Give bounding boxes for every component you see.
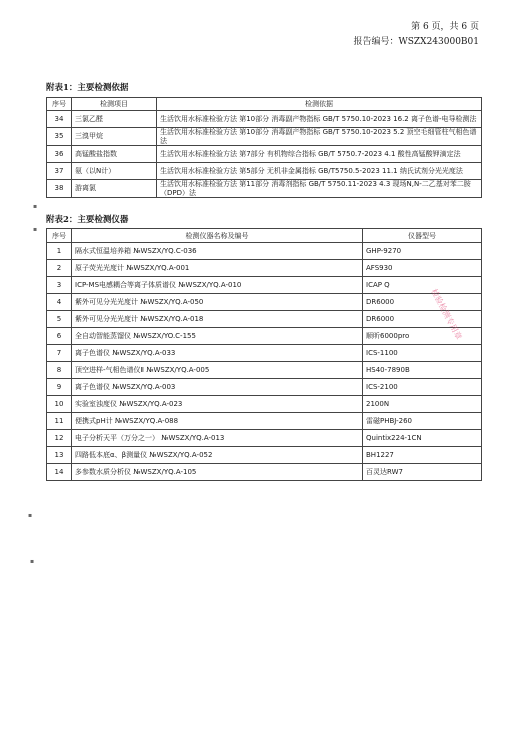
column-header-no: 序号 xyxy=(47,98,72,111)
row-no: 3 xyxy=(47,277,72,294)
column-header-name: 检测仪器名称及编号 xyxy=(72,229,363,243)
row-no: 5 xyxy=(47,311,72,328)
column-header-no: 序号 xyxy=(47,229,72,243)
row-no: 8 xyxy=(47,362,72,379)
row-name: 四路低本底α、β测量仪 №WSZX/YQ.A-052 xyxy=(72,447,363,464)
table-row xyxy=(47,379,482,396)
table-row xyxy=(47,447,482,464)
table-header-row xyxy=(47,229,482,243)
column-header-basis: 检测依据 xyxy=(157,98,482,111)
row-no: 13 xyxy=(47,447,72,464)
table-row xyxy=(47,111,482,128)
row-model: Quintix224-1CN xyxy=(363,430,482,447)
row-basis: 生活饮用水标准检验方法 第11部分 消毒剂指标 GB/T 5750.11-2023 4.3 现场N,N-二乙基对苯二胺（DPD）法 xyxy=(157,180,482,198)
row-no: 2 xyxy=(47,260,72,277)
table-header-row xyxy=(47,98,482,111)
page-number: 第 6 页，共 6 页 xyxy=(411,22,479,32)
row-name: 隔水式恒温培养箱 №WSZX/YQ.C-036 xyxy=(72,243,363,260)
row-name: 紫外可见分光光度计 №WSZX/YQ.A-018 xyxy=(72,311,363,328)
row-model: ICS-1100 xyxy=(363,345,482,362)
row-model: HS40-7890B xyxy=(363,362,482,379)
row-model: 顺昕6000pro xyxy=(363,328,482,345)
row-no: 4 xyxy=(47,294,72,311)
table-row xyxy=(47,464,482,481)
row-model: 2100N xyxy=(363,396,482,413)
row-name: 实验室浊度仪 №WSZX/YQ.A-023 xyxy=(72,396,363,413)
official-stamp: 检验检测专用章 xyxy=(429,287,464,342)
scan-mark: ▪ xyxy=(28,512,33,519)
row-basis: 生活饮用水标准检验方法 第5部分 无机非金属指标 GB/T5750.5-2023 11.1 纳氏试剂分光光度法 xyxy=(157,163,482,180)
row-item: 三氯乙醛 xyxy=(72,111,157,128)
row-item: 氨（以N计） xyxy=(72,163,157,180)
row-model: DR6000 xyxy=(363,311,482,328)
detection-basis-table xyxy=(46,97,482,198)
row-model: BH1227 xyxy=(363,447,482,464)
report-number: 报告编号：WSZX243000B01 xyxy=(353,37,479,47)
column-header-item: 检测项目 xyxy=(72,98,157,111)
row-model: ICS-2100 xyxy=(363,379,482,396)
row-basis: 生活饮用水标准检验方法 第7部分 有机物综合指标 GB/T 5750.7-2023 4.1 酸性高锰酸钾滴定法 xyxy=(157,146,482,163)
row-basis: 生活饮用水标准检验方法 第10部分 消毒副产物指标 GB/T 5750.10-2023 5.2 顶空毛细管柱气相色谱法 xyxy=(157,128,482,146)
row-no: 14 xyxy=(47,464,72,481)
column-header-model: 仪器型号 xyxy=(363,229,482,243)
row-no: 10 xyxy=(47,396,72,413)
row-name: 离子色谱仪 №WSZX/YQ.A-033 xyxy=(72,345,363,362)
table-row xyxy=(47,413,482,430)
table-row xyxy=(47,396,482,413)
row-item: 三溴甲烷 xyxy=(72,128,157,146)
row-no: 6 xyxy=(47,328,72,345)
row-name: 电子分析天平（万分之一） №WSZX/YQ.A-013 xyxy=(72,430,363,447)
row-no: 11 xyxy=(47,413,72,430)
row-no: 12 xyxy=(47,430,72,447)
table-row xyxy=(47,146,482,163)
row-no: 9 xyxy=(47,379,72,396)
row-model: 雷磁PHBJ-260 xyxy=(363,413,482,430)
table-row xyxy=(47,128,482,146)
row-name: 便携式pH计 №WSZX/YQ.A-088 xyxy=(72,413,363,430)
row-name: 顶空进样-气相色谱仪Ⅱ №WSZX/YQ.A-005 xyxy=(72,362,363,379)
scan-mark: ▪ xyxy=(30,558,35,565)
row-name: ICP-MS电感耦合等离子体质谱仪 №WSZX/YQ.A-010 xyxy=(72,277,363,294)
row-model: AFS930 xyxy=(363,260,482,277)
table-row xyxy=(47,430,482,447)
table-row xyxy=(47,243,482,260)
row-name: 多参数水质分析仪 №WSZX/YQ.A-105 xyxy=(72,464,363,481)
table-row xyxy=(47,163,482,180)
row-model: DR6000 xyxy=(363,294,482,311)
row-model: GHP-9270 xyxy=(363,243,482,260)
row-no: 35 xyxy=(47,128,72,146)
row-no: 7 xyxy=(47,345,72,362)
table-row xyxy=(47,277,482,294)
row-model: ICAP Q xyxy=(363,277,482,294)
row-name: 原子荧光光度计 №WSZX/YQ.A-001 xyxy=(72,260,363,277)
row-no: 36 xyxy=(47,146,72,163)
row-no: 1 xyxy=(47,243,72,260)
row-name: 紫外可见分光光度计 №WSZX/YQ.A-050 xyxy=(72,294,363,311)
row-no: 38 xyxy=(47,180,72,198)
row-basis: 生活饮用水标准检验方法 第10部分 消毒副产物指标 GB/T 5750.10-2023 16.2 离子色谱-电导检测法 xyxy=(157,111,482,128)
scan-mark: ▪ xyxy=(33,226,38,233)
row-name: 离子色谱仪 №WSZX/YQ.A-003 xyxy=(72,379,363,396)
table-row xyxy=(47,180,482,198)
table-row xyxy=(47,362,482,379)
row-item: 高锰酸盐指数 xyxy=(72,146,157,163)
attachment2-title: 附表2：主要检测仪器 xyxy=(46,215,129,225)
table-row xyxy=(47,260,482,277)
attachment1-title: 附表1：主要检测依据 xyxy=(46,83,129,93)
page-header xyxy=(354,20,480,50)
row-no: 37 xyxy=(47,163,72,180)
row-no: 34 xyxy=(47,111,72,128)
row-name: 全自动智能蒸馏仪 №WSZX/YO.C-155 xyxy=(72,328,363,345)
row-item: 游离氯 xyxy=(72,180,157,198)
scan-mark: ▪ xyxy=(33,203,38,210)
row-model: 百灵达RW7 xyxy=(363,464,482,481)
